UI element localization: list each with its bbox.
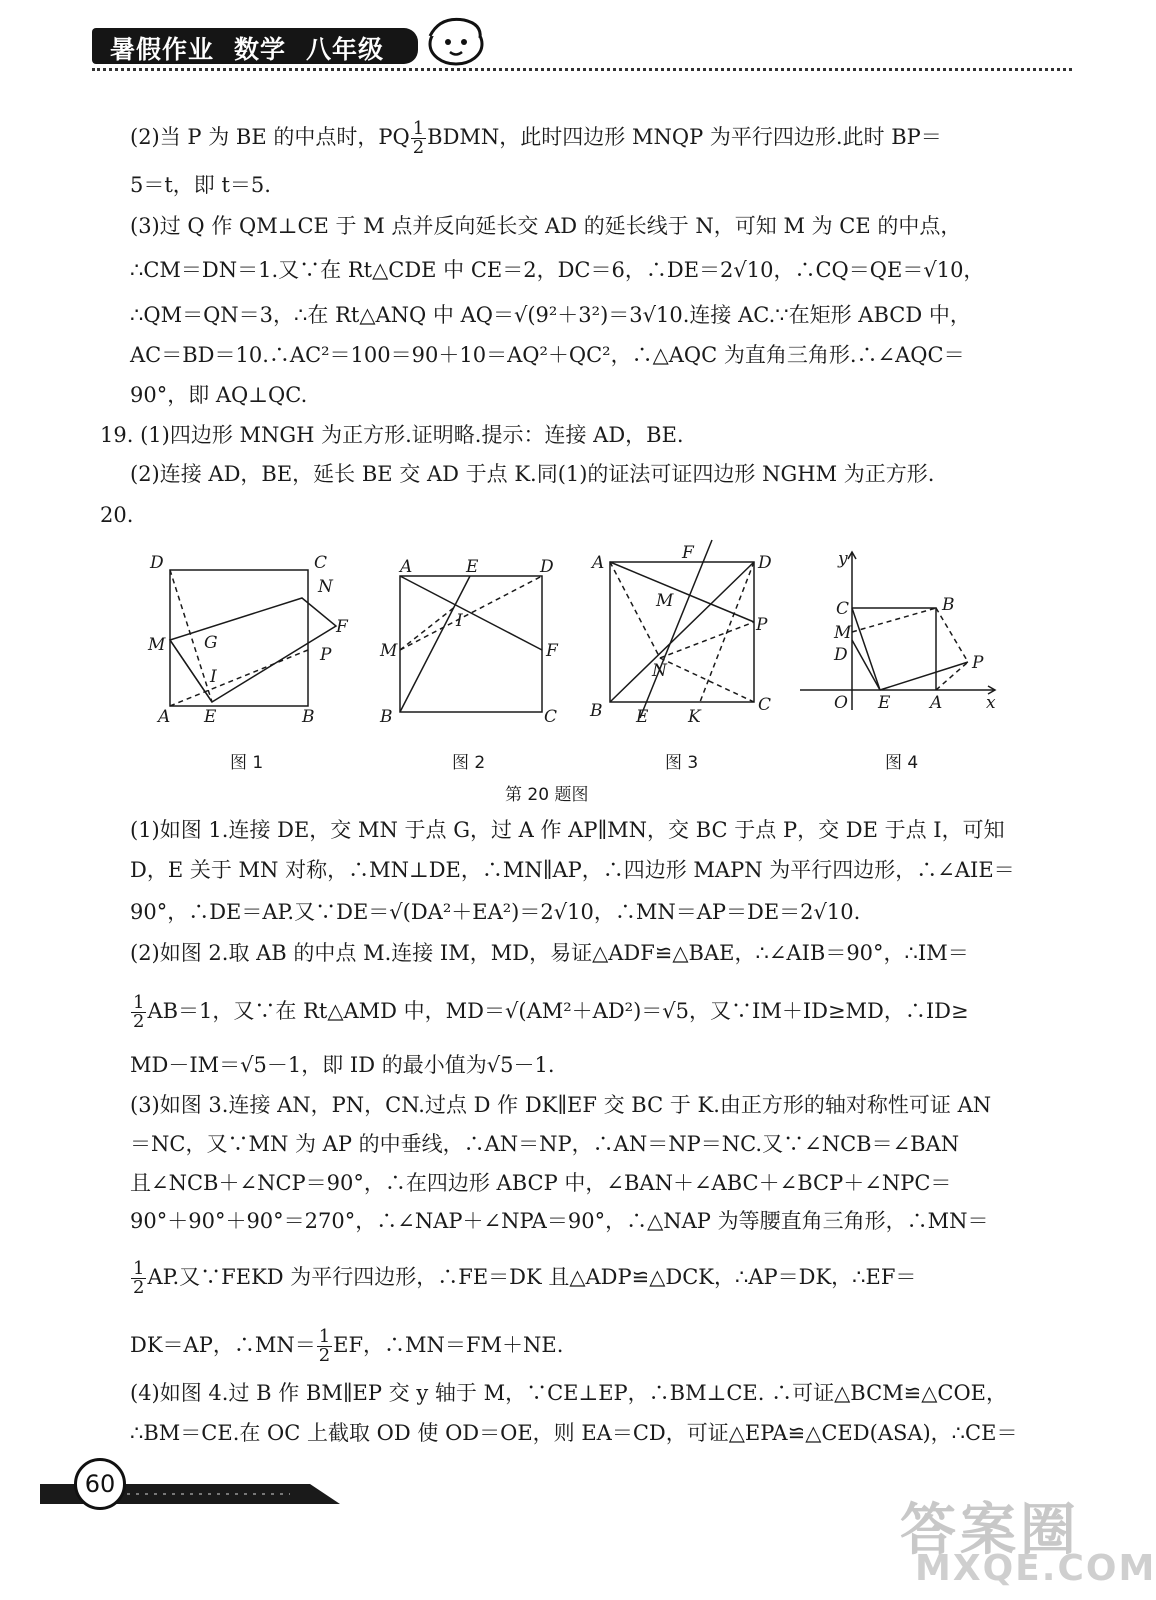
text-line: ∴CM＝DN＝1.又∵在 Rt△CDE 中 CE＝2，DC＝6，∴DE＝2√10，∴CQ＝QE＝√10，: [130, 258, 985, 282]
svg-text:A: A: [592, 553, 605, 573]
text-line: (2)连接 AD，BE，延长 BE 交 AD 于点 K.同(1)的证法可证四边形 NGHM 为正方形.: [130, 462, 935, 486]
svg-text:M: M: [380, 641, 398, 661]
svg-text:P: P: [972, 653, 984, 673]
svg-text:F: F: [546, 641, 558, 661]
svg-text:E: E: [636, 707, 649, 727]
figure-title: 第 20 题图: [505, 785, 589, 805]
svg-text:C: C: [544, 707, 558, 727]
subject-name: 数学: [234, 35, 287, 64]
text-line: AC＝BD＝10.∴AC²＝100＝90＋10＝AQ²＋QC²，∴△AQC 为直角三角形.∴∠AQC＝: [130, 343, 965, 367]
text-line: MD－IM＝√5－1，即 ID 的最小值为√5－1.: [130, 1053, 555, 1077]
text-line: (4)如图 4.过 B 作 BM∥EP 交 y 轴于 M，∵CE⊥EP，∴BM⊥CE. ∴可证△BCM≌△COE，: [130, 1381, 1008, 1405]
svg-text:M: M: [656, 591, 674, 611]
svg-text:P: P: [756, 615, 768, 635]
svg-text:E: E: [466, 557, 479, 577]
svg-text:B: B: [380, 707, 393, 727]
figure-4-labels: [833, 549, 996, 713]
header-title: [110, 30, 404, 66]
figure-1: [170, 570, 336, 706]
svg-text:M: M: [148, 635, 166, 655]
text-line: (2)当 P 为 BE 的中点时，PQ $\frac{1}{2}$ BDMN，此时四边形 MNQP 为平行四边形.此时 BP＝: [130, 118, 942, 158]
svg-text:I: I: [456, 611, 463, 631]
svg-text:M: M: [834, 623, 852, 643]
svg-text:G: G: [204, 633, 218, 653]
svg-text:A: A: [930, 693, 943, 713]
text-line: ∴BM＝CE.在 OC 上截取 OD 使 OD＝OE，则 EA＝CD，可证△EPA≌△CED(ASA)，∴CE＝: [130, 1421, 1018, 1445]
fraction: $\frac{1}{2}$: [412, 118, 425, 158]
mascot-icon: [420, 12, 490, 68]
figure-4: [800, 552, 995, 710]
svg-text:D: D: [834, 645, 848, 665]
figure-caption: 图 2: [452, 753, 486, 773]
svg-text:A: A: [158, 707, 171, 727]
text-line: $\frac{1}{2}$ AB＝1，又∵在 Rt△AMD 中，MD＝√(AM²＋AD²)＝√5，又∵IM＋ID≥MD，∴ID≥: [133, 992, 969, 1032]
svg-text:B: B: [942, 595, 955, 615]
svg-text:K: K: [688, 707, 701, 727]
watermark-url: MXQE.COM: [915, 1548, 1156, 1589]
svg-text:x: x: [986, 693, 996, 713]
grade-name: 八年级: [306, 35, 385, 64]
svg-text:P: P: [320, 645, 332, 665]
svg-text:B: B: [590, 701, 603, 721]
text-line: ∴QM＝QN＝3，∴在 Rt△ANQ 中 AQ＝√(9²＋3²)＝3√10.连接 AC.∵在矩形 ABCD 中，: [130, 303, 971, 327]
svg-text:N: N: [318, 577, 333, 597]
figure-1-labels: [147, 553, 349, 727]
svg-text:B: B: [302, 707, 315, 727]
header-divider: [92, 68, 1072, 71]
text-line: 90°＋90°＋90°＝270°，∴∠NAP＋∠NPA＝90°，∴△NAP 为等腰直角三角形，∴MN＝: [130, 1209, 989, 1233]
series-name: 暑假作业: [110, 35, 215, 64]
svg-text:A: A: [400, 557, 413, 577]
question-number: 20.: [100, 503, 134, 527]
fraction: $\frac{1}{2}$: [133, 992, 145, 1032]
watermark-logo: 答案圈: [900, 1498, 1080, 1563]
svg-text:E: E: [204, 707, 217, 727]
text-line: 90°，即 AQ⊥QC.: [130, 383, 308, 407]
figure-caption: 图 3: [665, 753, 699, 773]
text-line: 且∠NCB＋∠NCP＝90°，∴在四边形 ABCP 中，∠BAN＋∠ABC＋∠BCP＋∠NPC＝: [130, 1171, 952, 1195]
svg-text:D: D: [540, 557, 554, 577]
svg-text:I: I: [210, 667, 217, 687]
svg-text:E: E: [878, 693, 891, 713]
svg-text:O: O: [834, 693, 848, 713]
svg-text:N: N: [652, 661, 667, 681]
text-line: $\frac{1}{2}$ AP.又∵FEKD 为平行四边形，∴FE＝DK 且△ADP≌△DCK，∴AP＝DK，∴EF＝: [133, 1258, 917, 1298]
svg-text:F: F: [336, 617, 348, 637]
fraction: $\frac{1}{2}$: [318, 1326, 331, 1366]
svg-text:C: C: [314, 553, 328, 573]
text-line: (1)如图 1.连接 DE，交 MN 于点 G，过 A 作 AP∥MN，交 BC 于点 P，交 DE 于点 I，可知: [130, 818, 1005, 842]
svg-text:C: C: [836, 599, 850, 619]
svg-text:C: C: [758, 695, 772, 715]
figure-group: [0, 540, 1106, 810]
text-line: DK＝AP，∴MN＝ $\frac{1}{2}$ EF，∴MN＝FM＋NE.: [130, 1326, 564, 1366]
text-line: D，E 关于 MN 对称，∴MN⊥DE，∴MN∥AP，∴四边形 MAPN 为平行四边形，∴∠AIE＝: [130, 858, 1015, 882]
text-line: 5＝t，即 t＝5.: [130, 173, 271, 197]
figure-caption: 图 4: [885, 753, 919, 773]
text-line: 90°，∴DE＝AP.又∵DE＝√(DA²＋EA²)＝2√10，∴MN＝AP＝DE＝2√10.: [130, 900, 861, 924]
svg-text:y: y: [838, 549, 848, 569]
figure-3: [610, 540, 754, 718]
text-line: 19. (1)四边形 MNGH 为正方形.证明略.提示：连接 AD，BE.: [100, 423, 684, 447]
svg-text:D: D: [150, 553, 164, 573]
svg-text:D: D: [758, 553, 772, 573]
text-line: (3)过 Q 作 QM⊥CE 于 M 点并反向延长交 AD 的延长线于 N，可知 M 为 CE 的中点，: [130, 214, 962, 238]
figure-caption: 图 1: [230, 753, 264, 773]
text-line: (3)如图 3.连接 AN，PN，CN.过点 D 作 DK∥EF 交 BC 于 K.由正方形的轴对称性可证 AN: [130, 1093, 992, 1117]
text-line: ＝NC，又∵MN 为 AP 的中垂线，∴AN＝NP，∴AN＝NP＝NC.又∵∠NCB＝∠BAN: [130, 1132, 960, 1156]
figure-2: [400, 576, 542, 712]
text-line: (2)如图 2.取 AB 的中点 M.连接 IM，MD，易证△ADF≌△BAE，∴∠AIB＝90°，∴IM＝: [130, 941, 969, 965]
page-number: 60: [74, 1458, 126, 1510]
fraction: $\frac{1}{2}$: [133, 1258, 145, 1298]
svg-text:F: F: [682, 543, 694, 563]
